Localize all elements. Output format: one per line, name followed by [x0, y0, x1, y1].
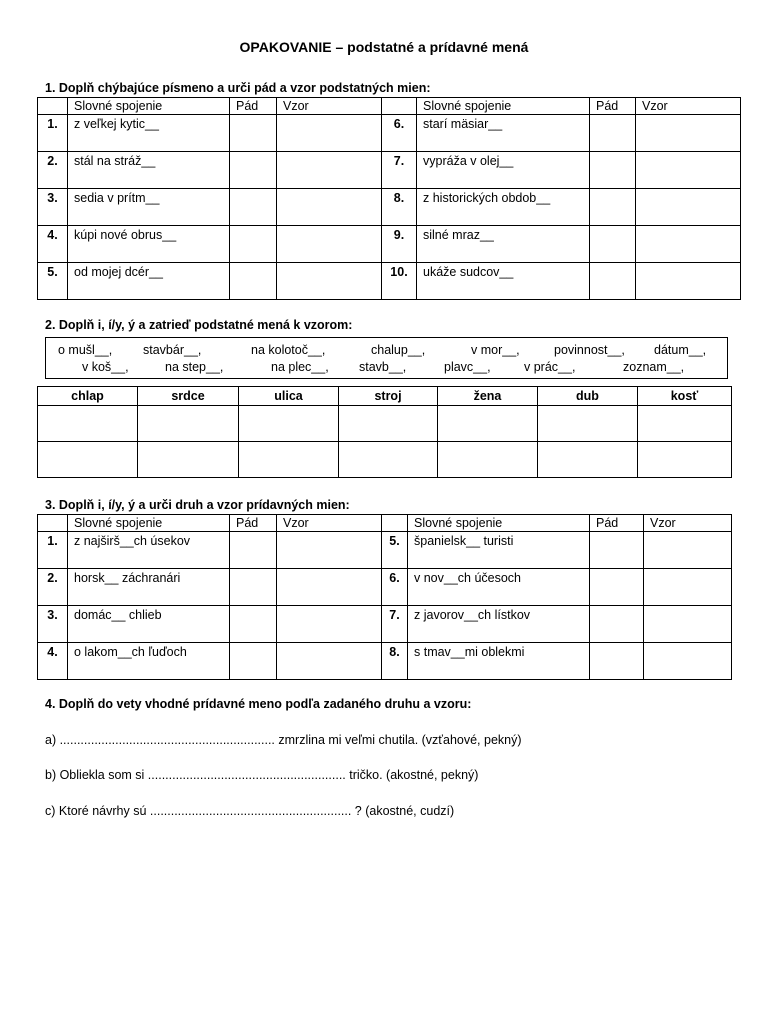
word-item: povinnost__,	[554, 343, 625, 357]
col-header-phrase: Slovné spojenie	[68, 98, 230, 115]
case-answer-cell[interactable]	[230, 569, 277, 606]
pattern-header-chlap: chlap	[38, 387, 138, 406]
table-row	[38, 226, 741, 263]
case-answer-cell[interactable]	[590, 115, 636, 152]
row-number: 6.	[382, 115, 417, 152]
phrase-cell: z javorov__ch lístkov	[408, 606, 590, 643]
section3-heading: 3. Doplň i, í/y, ý a urči druh a vzor prídavných mien:	[45, 498, 350, 512]
case-answer-cell[interactable]	[230, 152, 277, 189]
table-row	[38, 152, 741, 189]
pattern-answer-cell[interactable]	[636, 263, 741, 300]
word-item: v mor__,	[471, 343, 520, 357]
table-row	[38, 189, 741, 226]
row-number: 8.	[382, 189, 417, 226]
row-number: 4.	[38, 226, 68, 263]
phrase-cell: španielsk__ turisti	[408, 532, 590, 569]
table-row	[38, 569, 732, 606]
word-item: stavbár__,	[143, 343, 202, 357]
pattern-header-srdce: srdce	[138, 387, 239, 406]
case-answer-cell[interactable]	[230, 226, 277, 263]
row-number: 8.	[382, 643, 408, 680]
case-answer-cell[interactable]	[590, 569, 644, 606]
pattern-answer-cell[interactable]	[636, 226, 741, 263]
pattern-answer-cell[interactable]	[277, 189, 382, 226]
row-number: 1.	[38, 115, 68, 152]
answer-cell[interactable]	[538, 406, 638, 442]
word-item: na step__,	[165, 360, 224, 374]
table-row	[38, 263, 741, 300]
answer-cell[interactable]	[138, 442, 239, 478]
answer-cell[interactable]	[638, 406, 732, 442]
word-item: dátum__,	[654, 343, 707, 357]
word-item: chalup__,	[371, 343, 426, 357]
row-number: 3.	[38, 606, 68, 643]
answer-cell[interactable]	[339, 442, 438, 478]
phrase-cell: domác__ chlieb	[68, 606, 230, 643]
answer-cell[interactable]	[438, 406, 538, 442]
col-header-pattern: Vzor	[277, 515, 382, 532]
row-number: 3.	[38, 189, 68, 226]
sentence-b: b) Obliekla som si ......................................................... tričko. (akostné, pekný)	[45, 768, 479, 782]
phrase-cell: horsk__ záchranári	[68, 569, 230, 606]
word-item: plavc__,	[444, 360, 491, 374]
section4-heading: 4. Doplň do vety vhodné prídavné meno podľa zadaného druhu a vzoru:	[45, 697, 472, 711]
phrase-cell: v nov__ch účesoch	[408, 569, 590, 606]
col-header-case: Pád	[590, 515, 644, 532]
row-number: 6.	[382, 569, 408, 606]
case-answer-cell[interactable]	[590, 263, 636, 300]
pattern-header-ulica: ulica	[239, 387, 339, 406]
adjectives-table	[37, 514, 732, 680]
case-answer-cell[interactable]	[590, 643, 644, 680]
phrase-cell: stál na stráž__	[68, 152, 230, 189]
row-number: 9.	[382, 226, 417, 263]
pattern-answer-cell[interactable]	[277, 263, 382, 300]
pattern-header-dub: dub	[538, 387, 638, 406]
pattern-answer-cell[interactable]	[277, 569, 382, 606]
sentence-a: a) .............................................................. zmrzlina mi veľmi chutila. (vzťahové, pekný)	[45, 733, 522, 747]
row-number: 5.	[38, 263, 68, 300]
phrase-cell: z najširš__ch úsekov	[68, 532, 230, 569]
phrase-cell: o lakom__ch ľuďoch	[68, 643, 230, 680]
col-header-case: Pád	[590, 98, 636, 115]
word-bank	[45, 337, 728, 379]
pattern-answer-cell[interactable]	[277, 152, 382, 189]
pattern-answer-cell[interactable]	[277, 606, 382, 643]
phrase-cell: sedia v prítm__	[68, 189, 230, 226]
phrase-cell: ukáže sudcov__	[417, 263, 590, 300]
table-row	[38, 406, 732, 442]
pattern-answer-cell[interactable]	[644, 643, 732, 680]
nouns-table	[37, 97, 741, 300]
case-answer-cell[interactable]	[230, 263, 277, 300]
answer-cell[interactable]	[38, 442, 138, 478]
word-item: o mušl__,	[58, 343, 113, 357]
pattern-answer-cell[interactable]	[644, 606, 732, 643]
word-item: zoznam__,	[623, 360, 685, 374]
pattern-answer-cell[interactable]	[644, 569, 732, 606]
phrase-cell: z veľkej kytic__	[68, 115, 230, 152]
phrase-cell: od mojej dcér__	[68, 263, 230, 300]
row-number: 2.	[38, 569, 68, 606]
row-number: 1.	[38, 532, 68, 569]
answer-cell[interactable]	[38, 406, 138, 442]
phrase-cell: vypráža v olej__	[417, 152, 590, 189]
row-number: 7.	[382, 606, 408, 643]
pattern-answer-cell[interactable]	[277, 643, 382, 680]
word-item: na kolotoč__,	[251, 343, 326, 357]
case-answer-cell[interactable]	[230, 643, 277, 680]
case-answer-cell[interactable]	[590, 606, 644, 643]
table-header-row	[38, 515, 732, 532]
col-header-pattern: Vzor	[277, 98, 382, 115]
pattern-answer-cell[interactable]	[636, 152, 741, 189]
case-answer-cell[interactable]	[230, 606, 277, 643]
section1-heading: 1. Doplň chýbajúce písmeno a urči pád a vzor podstatných mien:	[45, 81, 431, 95]
pattern-answer-cell[interactable]	[636, 189, 741, 226]
case-answer-cell[interactable]	[230, 189, 277, 226]
pattern-header-kost: kosť	[638, 387, 732, 406]
table-row	[38, 606, 732, 643]
pattern-sort-table	[37, 386, 732, 478]
pattern-answer-cell[interactable]	[644, 532, 732, 569]
section2-heading: 2. Doplň i, í/y, ý a zatrieď podstatné mená k vzorom:	[45, 318, 353, 332]
answer-cell[interactable]	[239, 406, 339, 442]
table-row	[38, 643, 732, 680]
phrase-cell: s tmav__mi oblekmi	[408, 643, 590, 680]
answer-cell[interactable]	[138, 406, 239, 442]
case-answer-cell[interactable]	[590, 152, 636, 189]
sentence-c: c) Ktoré návrhy sú .......................................................... ? (akostné, cudzí)	[45, 804, 455, 818]
case-answer-cell[interactable]	[230, 532, 277, 569]
case-answer-cell[interactable]	[230, 115, 277, 152]
case-answer-cell[interactable]	[590, 226, 636, 263]
col-header-pattern: Vzor	[636, 98, 741, 115]
case-answer-cell[interactable]	[590, 189, 636, 226]
col-header-phrase: Slovné spojenie	[417, 98, 590, 115]
table-header-row	[38, 387, 732, 406]
answer-cell[interactable]	[339, 406, 438, 442]
word-item: v koš__,	[82, 360, 129, 374]
col-header-phrase: Slovné spojenie	[68, 515, 230, 532]
answer-cell[interactable]	[239, 442, 339, 478]
phrase-cell: kúpi nové obrus__	[68, 226, 230, 263]
row-number: 2.	[38, 152, 68, 189]
answer-cell[interactable]	[438, 442, 538, 478]
phrase-cell: silné mraz__	[417, 226, 590, 263]
table-row	[38, 532, 732, 569]
table-row	[38, 115, 741, 152]
case-answer-cell[interactable]	[590, 532, 644, 569]
col-header-phrase: Slovné spojenie	[408, 515, 590, 532]
pattern-answer-cell[interactable]	[636, 115, 741, 152]
answer-cell[interactable]	[638, 442, 732, 478]
pattern-header-stroj: stroj	[339, 387, 438, 406]
table-header-row	[38, 98, 741, 115]
answer-cell[interactable]	[538, 442, 638, 478]
pattern-answer-cell[interactable]	[277, 115, 382, 152]
row-number: 10.	[382, 263, 417, 300]
col-header-case: Pád	[230, 98, 277, 115]
row-number: 4.	[38, 643, 68, 680]
word-item: v prác__,	[524, 360, 576, 374]
row-number: 5.	[382, 532, 408, 569]
pattern-header-zena: žena	[438, 387, 538, 406]
pattern-answer-cell[interactable]	[277, 532, 382, 569]
word-item: stavb__,	[359, 360, 407, 374]
pattern-answer-cell[interactable]	[277, 226, 382, 263]
col-header-pattern: Vzor	[644, 515, 732, 532]
col-header-case: Pád	[230, 515, 277, 532]
word-item: na plec__,	[271, 360, 329, 374]
phrase-cell: starí mäsiar__	[417, 115, 590, 152]
page-title: OPAKOVANIE – podstatné a prídavné mená	[239, 39, 529, 55]
phrase-cell: z historických obdob__	[417, 189, 590, 226]
table-row	[38, 442, 732, 478]
row-number: 7.	[382, 152, 417, 189]
